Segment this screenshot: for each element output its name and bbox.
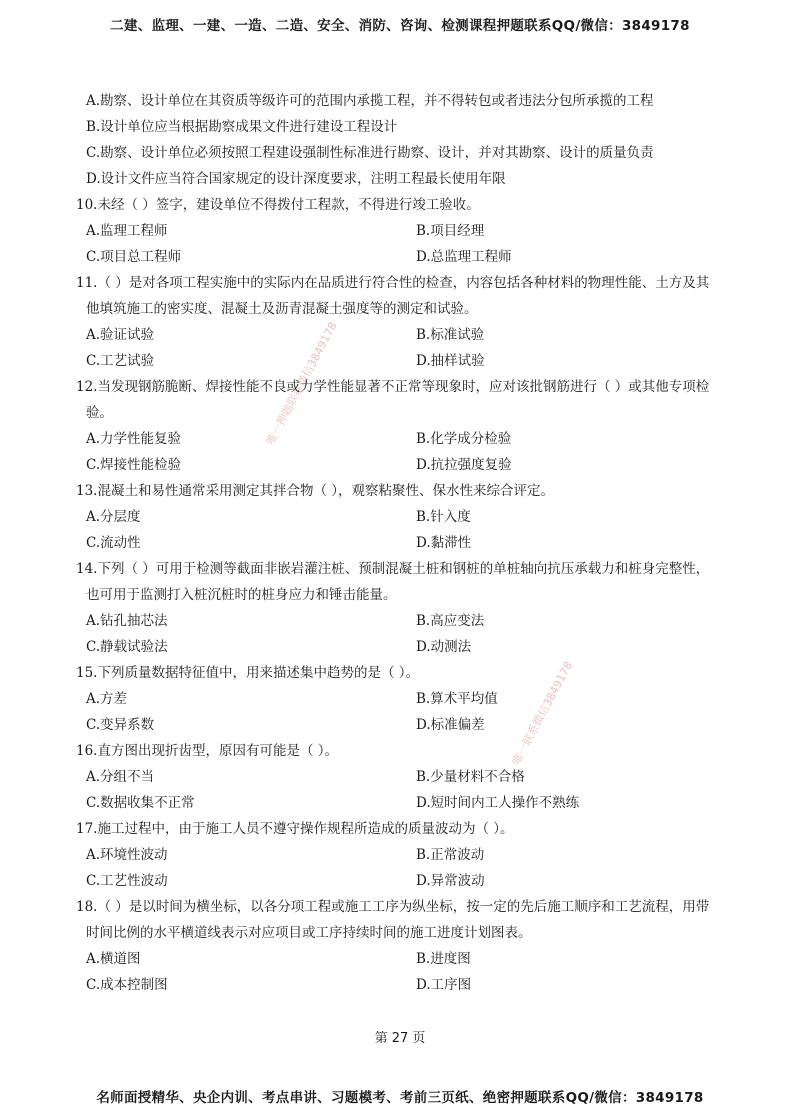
option-a: A.钻孔抽芯法 xyxy=(86,613,168,629)
question-text-continued: 他填筑施工的密实度、混凝土及沥青混凝土强度等的测定和试验。 xyxy=(86,301,478,317)
option: B.设计单位应当根据勘察成果文件进行建设工程设计 xyxy=(86,119,398,135)
question-text: 18.（ ）是以时间为横坐标，以各分项工程或施工工序为纵坐标，按一定的先后施工顺序和工艺流程，用带 xyxy=(76,899,710,915)
option-b: B.少量材料不合格 xyxy=(416,769,525,785)
page-footer: 名师面授精华、央企内训、考点串讲、习题模考、考前三页纸、绝密押题联系QQ/微信：3849178 xyxy=(96,1090,704,1106)
option-a: A.监理工程师 xyxy=(86,223,168,239)
option-c: C.数据收集不正常 xyxy=(86,795,195,811)
option-c: C.焊接性能检验 xyxy=(86,457,182,473)
option-d: D.短时间内工人操作不熟练 xyxy=(416,795,580,811)
option-a: A.方差 xyxy=(86,691,128,707)
page-header: 二建、监理、一建、一造、二造、安全、消防、咨询、检测课程押题联系QQ/微信：3849178 xyxy=(110,18,690,34)
option-d: D.抽样试验 xyxy=(416,353,485,369)
option-b: B.算术平均值 xyxy=(416,691,498,707)
question-11 xyxy=(76,270,736,374)
question-text: 13.混凝土和易性通常采用测定其拌合物（ ），观察粘聚性、保水性来综合评定。 xyxy=(76,483,555,499)
question-list xyxy=(76,88,736,998)
option-d: D.黏滞性 xyxy=(416,535,472,551)
question-text: 15.下列质量数据特征值中，用来描述集中趋势的是（ ）。 xyxy=(76,665,420,681)
option-c: C.工艺试验 xyxy=(86,353,155,369)
question-18 xyxy=(76,894,736,998)
option: A.勘察、设计单位在其资质等级许可的范围内承揽工程，并不得转包或者违法分包所承揽的工程 xyxy=(86,93,654,109)
question-text: 10.未经（ ）签字，建设单位不得拨付工程款，不得进行竣工验收。 xyxy=(76,197,480,213)
option-c: C.成本控制图 xyxy=(86,977,168,993)
question-10 xyxy=(76,192,736,270)
question-16 xyxy=(76,738,736,816)
previous-question-options xyxy=(86,88,736,192)
option: D.设计文件应当符合国家规定的设计深度要求，注明工程最长使用年限 xyxy=(86,171,506,187)
question-text-continued: 时间比例的水平横道线表示对应项目或工序持续时间的施工进度计划图表。 xyxy=(86,925,532,941)
option-b: B.标准试验 xyxy=(416,327,485,343)
option-a: A.分组不当 xyxy=(86,769,155,785)
question-text: 11.（ ）是对各项工程实施中的实际内在品质进行符合性的检查，内容包括各种材料的物理性能、土方及其 xyxy=(76,275,710,291)
option-a: A.环境性波动 xyxy=(86,847,168,863)
question-text: 16.直方图出现折齿型，原因有可能是（ ）。 xyxy=(76,743,339,759)
option-a: A.横道图 xyxy=(86,951,141,967)
option-c: C.项目总工程师 xyxy=(86,249,182,265)
option-d: D.异常波动 xyxy=(416,873,485,889)
question-12 xyxy=(76,374,736,478)
question-text-continued: 验。 xyxy=(86,405,113,421)
question-17 xyxy=(76,816,736,894)
option-d: D.总监理工程师 xyxy=(416,249,512,265)
option-d: D.抗拉强度复验 xyxy=(416,457,512,473)
question-text: 12.当发现钢筋脆断、焊接性能不良或力学性能显著不正常等现象时，应对该批钢筋进行（ ）或其他专项检 xyxy=(76,379,710,395)
watermark: 唯一联系微信3849178 xyxy=(509,659,576,768)
page-number: 第 27 页 xyxy=(374,1031,426,1046)
option-a: A.力学性能复验 xyxy=(86,431,182,447)
question-text: 17.施工过程中，由于施工人员不遵守操作规程所造成的质量波动为（ ）。 xyxy=(76,821,514,837)
option-a: A.验证试验 xyxy=(86,327,155,343)
watermark: 唯一押题联系微信3849178 xyxy=(263,319,340,448)
option-b: B.化学成分检验 xyxy=(416,431,512,447)
option-a: A.分层度 xyxy=(86,509,141,525)
option: C.勘察、设计单位必须按照工程建设强制性标准进行勘察、设计，并对其勘察、设计的质量负责 xyxy=(86,145,654,161)
question-14 xyxy=(76,556,736,660)
option-b: B.针入度 xyxy=(416,509,471,525)
option-d: D.工序图 xyxy=(416,977,472,993)
option-c: C.流动性 xyxy=(86,535,141,551)
option-b: B.正常波动 xyxy=(416,847,485,863)
option-b: B.进度图 xyxy=(416,951,471,967)
option-b: B.高应变法 xyxy=(416,613,485,629)
option-c: C.变异系数 xyxy=(86,717,155,733)
option-b: B.项目经理 xyxy=(416,223,485,239)
option-c: C.工艺性波动 xyxy=(86,873,168,889)
option-d: D.动测法 xyxy=(416,639,472,655)
option-c: C.静载试验法 xyxy=(86,639,168,655)
question-13 xyxy=(76,478,736,556)
question-text-continued: 也可用于监测打入桩沉桩时的桩身应力和锤击能量。 xyxy=(86,587,397,603)
question-15 xyxy=(76,660,736,738)
option-d: D.标准偏差 xyxy=(416,717,485,733)
question-text: 14.下列（ ）可用于检测等截面非嵌岩灌注桩、预制混凝土桩和钢桩的单桩轴向抗压承载力和桩身完整性， xyxy=(76,561,710,577)
